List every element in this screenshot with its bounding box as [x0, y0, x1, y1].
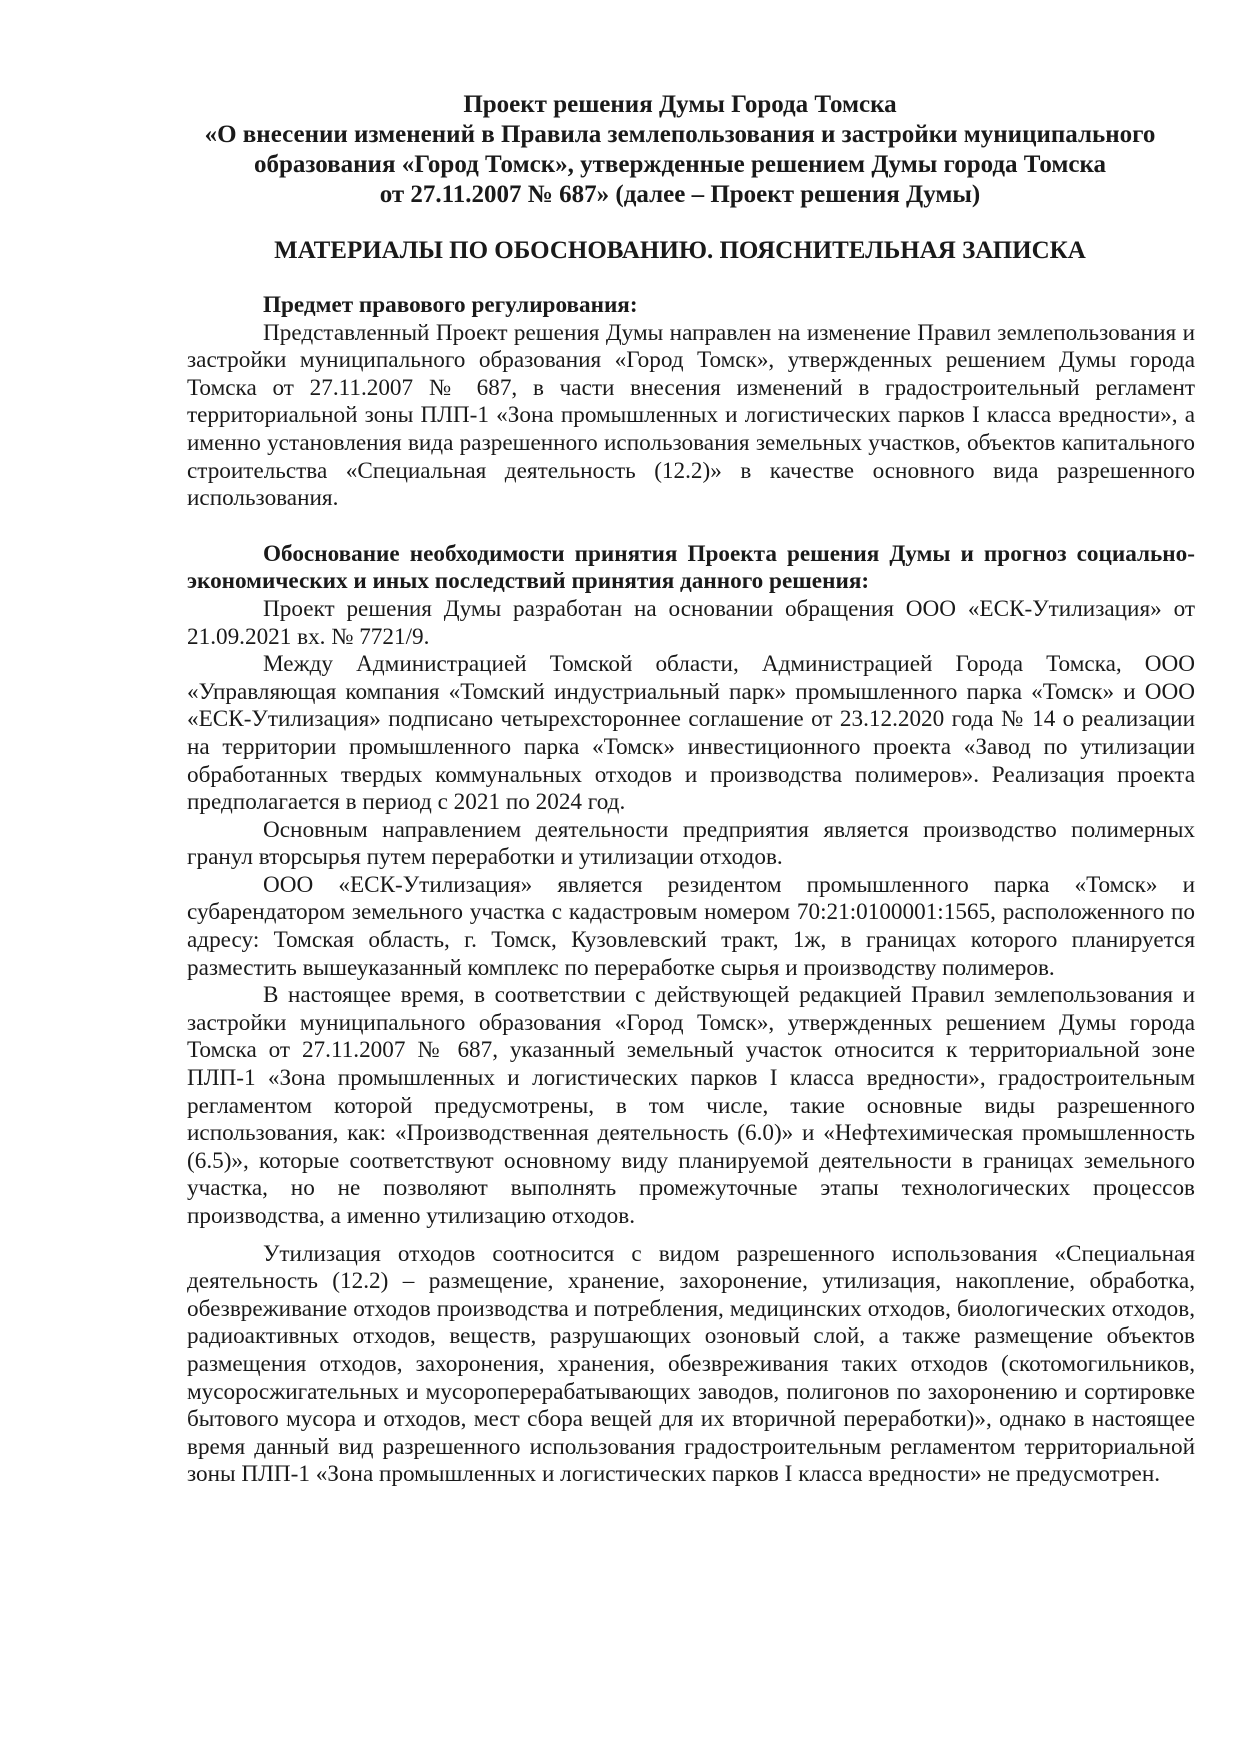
- paragraph: Между Администрацией Томской области, Администрацией Города Томска, ООО «Управляющая компания «Томский индустриальный парк» промышленного парка «Томск» и ООО «ЕСК-Утилизация» подписано четырехстороннее соглашение от 23.12.2020 года № 14 о реализации на территории промышленного парка «Томск» инвестиционного проекта «Завод по утилизации обработанных твердых коммунальных отходов и производства полимеров». Реализация проекта предполагается в период с 2021 по 2024 год.: [187, 651, 1195, 816]
- paragraph: В настоящее время, в соответствии с действующей редакцией Правил землепользования и застройки муниципального образования «Город Томск», утвержденных решением Думы города Томска от 27.11.2007 № 687, указанный земельный участок относится к территориальной зоне ПЛП-1 «Зона промышленных и логистических парков I класса вредности», градостроительным регламентом которой предусмотрены, в том числе, такие основные виды разрешенного использования, как: «Производственная деятельность (6.0)» и «Нефтехимическая промышленность (6.5)», которые соответствуют основному виду планируемой деятельности в границах земельного участка, но не позволяют выполнять промежуточные этапы технологических процессов производства, а именно утилизацию отходов.: [187, 982, 1195, 1229]
- document-body: [187, 292, 1195, 1489]
- paragraph: ООО «ЕСК-Утилизация» является резидентом промышленного парка «Томск» и субарендатором земельного участка с кадастровым номером 70:21:0100001:1565, расположенного по адресу: Томская область, г. Томск, Кузовлевский тракт, 1ж, в границах которого планируется разместить вышеуказанный комплекс по переработке сырья и производству полимеров.: [187, 871, 1195, 981]
- title-line: образования «Город Томск», утвержденные решением Думы города Томска: [253, 151, 1107, 178]
- section1-title: Предмет правового регулирования:: [263, 292, 638, 318]
- document-title: [180, 90, 1180, 210]
- paragraph: Основным направлением деятельности предприятия является производство полимерных гранул вторсырья путем переработки и утилизации отходов.: [187, 816, 1195, 871]
- section2-title: Обоснование необходимости принятия Проекта решения Думы и прогноз социально-экономических и иных последствий принятия данного решения:: [187, 540, 1195, 595]
- paragraph: Проект решения Думы разработан на основании обращения ООО «ЕСК-Утилизация» от 21.09.2021 вх. № 7721/9.: [187, 595, 1195, 650]
- paragraph: Утилизация отходов соотносится с видом разрешенного использования «Специальная деятельность (12.2) – размещение, хранение, захоронение, утилизация, накопление, обработка, обезвреживание отходов производства и потребления, медицинских отходов, биологических отходов, радиоактивных отходов, веществ, разрушающих озоновый слой, а также размещение объектов размещения отходов, захоронения, хранения, обезвреживания таких отходов (скотомогильников, мусоросжигательных и мусороперерабатывающих заводов, полигонов по захоронению и сортировке бытового мусора и отходов, мест сбора вещей для их вторичной переработки)», однако в настоящее время данный вид разрешенного использования градостроительным регламентом территориальной зоны ПЛП-1 «Зона промышленных и логистических парков I класса вредности» не предусмотрен.: [187, 1240, 1195, 1488]
- title-line: «О внесении изменений в Правила землепользования и застройки муниципального: [204, 121, 1156, 148]
- section1-paragraph: Представленный Проект решения Думы направлен на изменение Правил землепользования и застройки муниципального образования «Город Томск», утвержденных решением Думы города Томска от 27.11.2007 № 687, в части внесения изменений в градостроительный регламент территориальной зоны ПЛП-1 «Зона промышленных и логистических парков I класса вредности», а именно установления вида разрешенного использования земельных участков, объектов капитального строительства «Специальная деятельность (12.2)» в качестве основного вида разрешенного использования.: [187, 319, 1195, 512]
- title-line: Проект решения Думы Города Томска: [463, 91, 897, 118]
- title-line: от 27.11.2007 № 687» (далее – Проект решения Думы): [379, 181, 981, 208]
- section-heading: МАТЕРИАЛЫ ПО ОБОСНОВАНИЮ. ПОЯСНИТЕЛЬНАЯ ЗАПИСКА: [274, 237, 1086, 264]
